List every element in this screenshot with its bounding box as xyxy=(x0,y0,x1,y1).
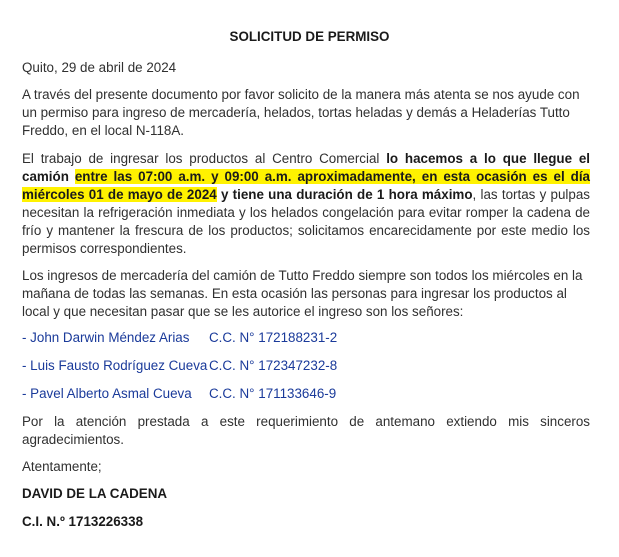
document-title: SOLICITUD DE PERMISO xyxy=(229,29,390,44)
paragraph-intro: A través del presente documento por favor solicito de la manera más atenta se nos ayude con un permiso para ingreso de mercadería, helados, tortas heladas y demás a Heladerías Tutto Freddo, en el local N-118A. xyxy=(22,87,580,138)
person-list-item xyxy=(22,329,337,347)
paragraph-schedule-text-2: , las tortas y pulpas necesitan la refrigeración inmediata y los helados congelación para evitar romper la cadena de frío y mantener la frescura de los productos; solicitamos encarecidamente por este medio los permisos correspondientes. xyxy=(22,187,590,256)
person-id: C.C. N° 171133646-9 xyxy=(209,386,337,401)
person-list-item xyxy=(22,357,337,375)
signer-name: DAVID DE LA CADENA xyxy=(22,486,168,501)
signer-id: C.I. N.º 1713226338 xyxy=(22,514,144,529)
paragraph-thanks: Por la atención prestada a este requerimiento de antemano extiendo mis sinceros agradecimientos. xyxy=(22,414,590,447)
paragraph-schedule xyxy=(22,150,590,258)
paragraph-schedule-text-1: El trabajo de ingresar los productos al Centro Comercial xyxy=(22,151,387,166)
date-line: Quito, 29 de abril de 2024 xyxy=(22,60,177,75)
person-name: - Luis Fausto Rodríguez Cueva xyxy=(22,358,208,373)
person-id: C.C. N° 172188231-2 xyxy=(209,330,338,345)
paragraph-delivery: Los ingresos de mercadería del camión de Tutto Freddo siempre son todos los miércoles en la mañana de todas las semanas. En esta ocasión las personas para ingresar los productos al local y que necesitan pasar que se les autorice el ingreso son los señores: xyxy=(22,268,583,319)
person-name: - Pavel Alberto Asmal Cueva xyxy=(22,386,192,401)
paragraph-schedule-bold-2: y tiene una duración de 1 hora máximo xyxy=(216,187,473,202)
paragraph-schedule-bold-1: lo hacemos a lo que llegue el camión xyxy=(22,151,590,184)
person-list-item xyxy=(22,385,336,403)
closing-line: Atentamente; xyxy=(22,459,102,474)
person-id: C.C. N° 172347232-8 xyxy=(209,358,338,373)
person-name: - John Darwin Méndez Arias xyxy=(22,330,190,345)
highlighted-schedule-date: entre las 07:00 a.m. y 09:00 a.m. aproximadamente, en esta ocasión es el día miércoles 01 de mayo de 2024 xyxy=(22,169,590,202)
